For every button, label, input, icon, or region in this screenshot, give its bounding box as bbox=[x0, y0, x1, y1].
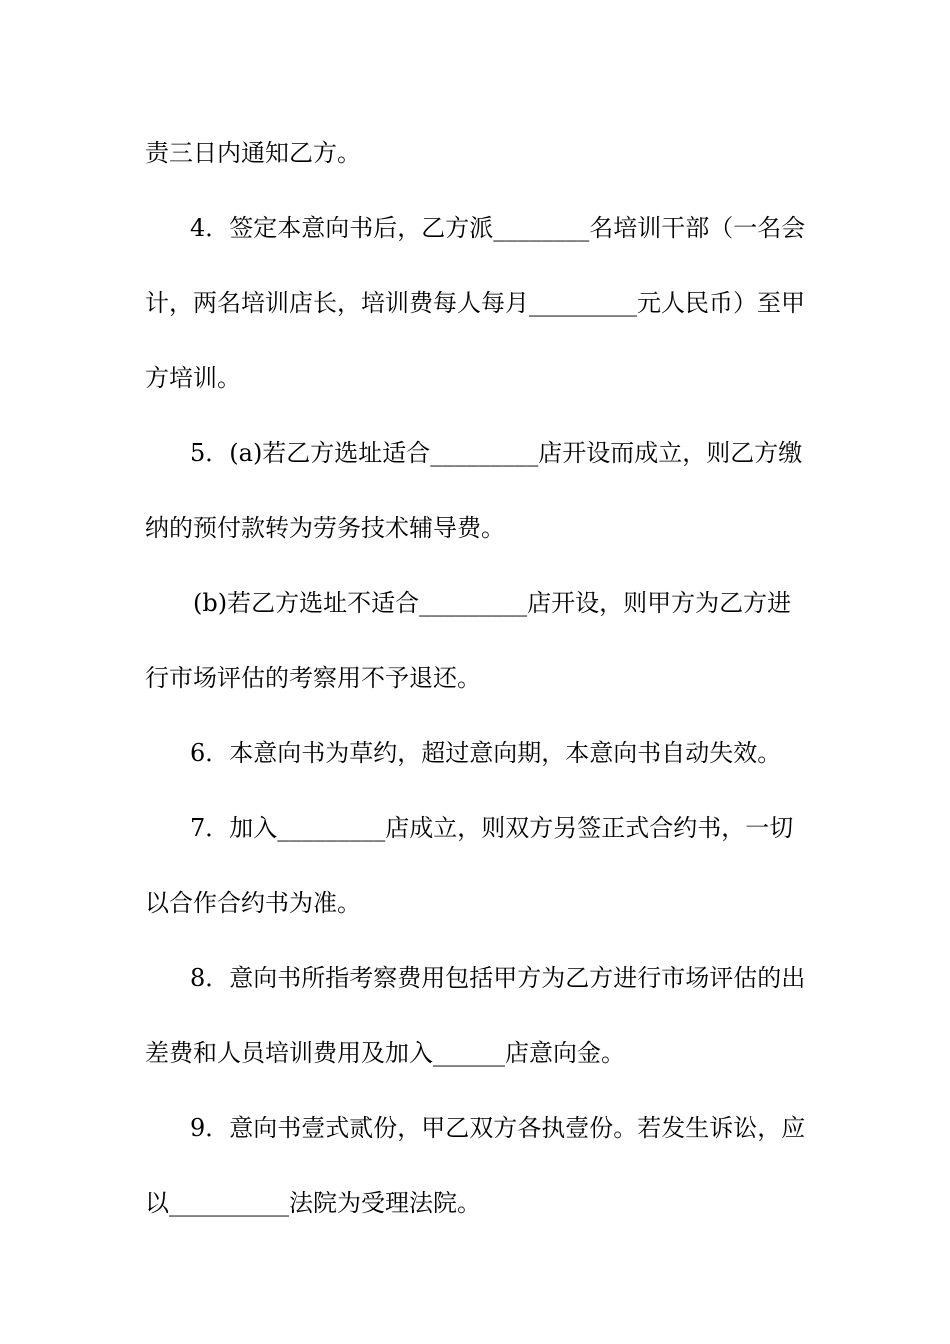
text-line-content: 行市场评估的考察用不予退还。 bbox=[145, 664, 481, 692]
text-line-content: 纳的预付款转为劳务技术辅导费。 bbox=[145, 514, 505, 542]
text-line bbox=[0, 213, 950, 243]
text-line-content: 差费和人员培训费用及加入______店意向金。 bbox=[145, 1039, 625, 1067]
text-line-content: 5．(a)若乙方选址适合_________店开设而成立，则乙方缴 bbox=[190, 439, 803, 467]
text-line bbox=[0, 663, 950, 693]
text-line bbox=[0, 588, 950, 618]
text-line bbox=[0, 288, 950, 318]
text-line-content: 6．本意向书为草约，超过意向期，本意向书自动失效。 bbox=[190, 739, 782, 767]
text-line-content: 以合作合约书为准。 bbox=[145, 889, 361, 917]
text-line bbox=[0, 738, 950, 768]
text-line-content: 计，两名培训店长，培训费每人每月_________元人民币）至甲 bbox=[145, 289, 805, 317]
text-line-content: 责三日内通知乙方。 bbox=[145, 139, 361, 167]
text-line-content: 9．意向书壹式贰份，甲乙双方各执壹份。若发生诉讼，应 bbox=[190, 1114, 806, 1142]
text-line-content: 7．加入_________店成立，则双方另签正式合约书，一切 bbox=[190, 814, 794, 842]
text-line bbox=[0, 138, 950, 168]
text-line bbox=[0, 888, 950, 918]
text-line-content: 以__________法院为受理法院。 bbox=[145, 1189, 481, 1217]
text-line bbox=[0, 1188, 950, 1218]
text-line-content: 4．签定本意向书后，乙方派________名培训干部（一名会 bbox=[190, 214, 806, 242]
text-line-content: 方培训。 bbox=[145, 364, 241, 392]
text-line bbox=[0, 1038, 950, 1068]
text-line bbox=[0, 963, 950, 993]
text-line bbox=[0, 363, 950, 393]
text-line-content: 8．意向书所指考察费用包括甲方为乙方进行市场评估的出 bbox=[190, 964, 806, 992]
text-line-content: (b)若乙方选址不适合_________店开设，则甲方为乙方进 bbox=[193, 589, 792, 617]
text-line bbox=[0, 438, 950, 468]
text-line bbox=[0, 1113, 950, 1143]
text-line bbox=[0, 813, 950, 843]
text-line bbox=[0, 513, 950, 543]
